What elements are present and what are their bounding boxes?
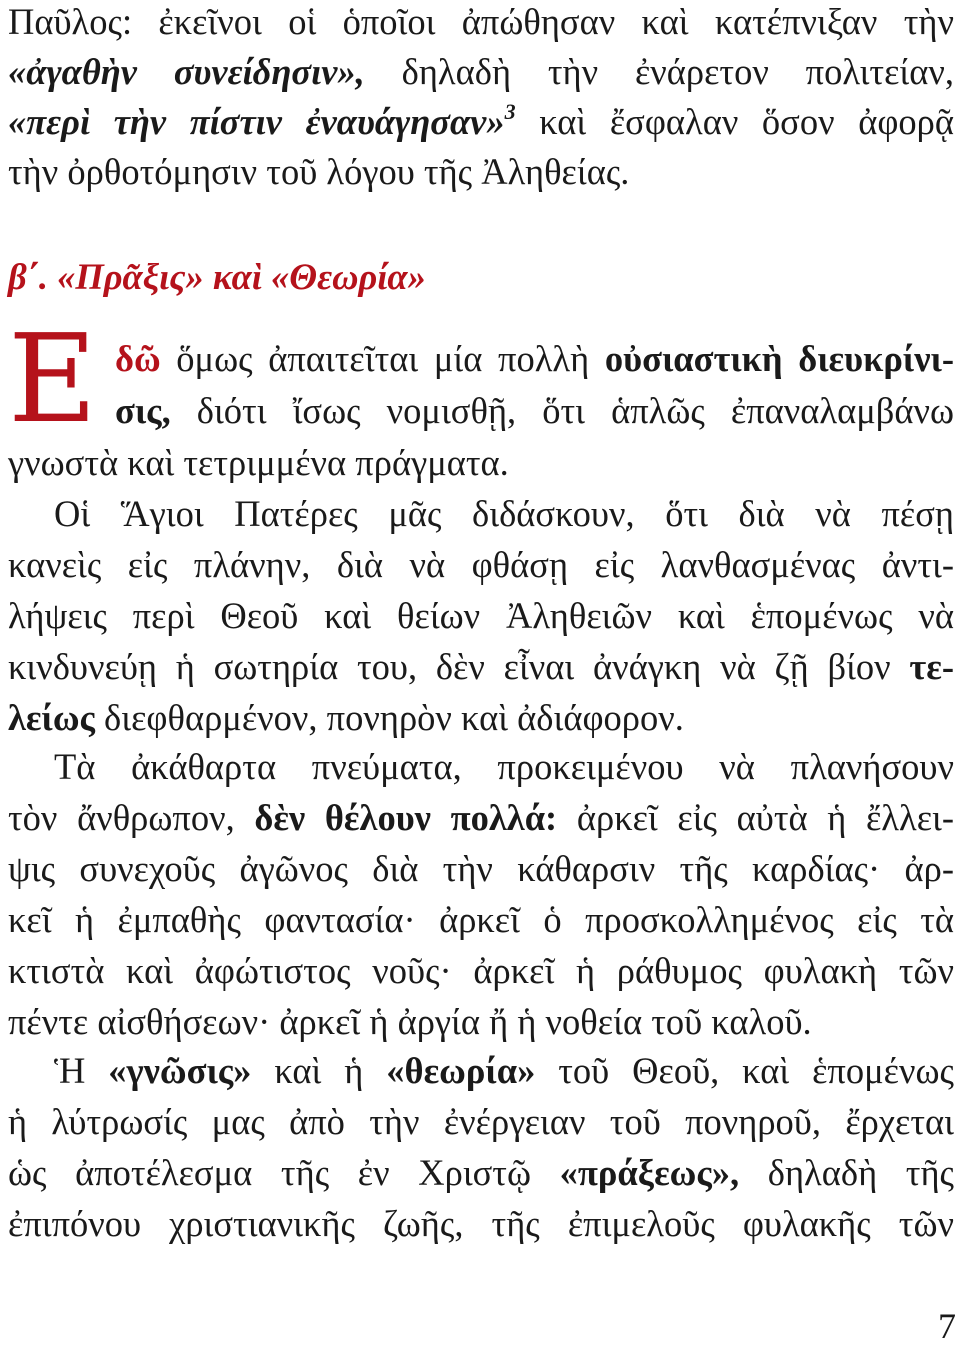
text-run: ἀρκεῖ εἰς αὐτὰ ἡ ἔλλει- [557,797,955,838]
text-line [8,796,954,840]
text-line [8,1049,954,1093]
text-line [8,50,954,94]
text-run: κανεὶς εἰς πλάνην, διὰ νὰ φθάσῃ εἰς λανθασμένας ἀντι- [8,544,954,585]
text-run: κτιστὰ καὶ ἀφώτιστος νοῦς· ἀρκεῖ ἡ ράθυμος φυλακὴ τῶν [8,950,954,991]
text-run: δηλαδὴ τῆς [739,1152,954,1193]
text-run: κεῖ ἡ ἐμπαθὴς φαντασία· ἀρκεῖ ὁ προσκολλημένος εἰς τὰ [8,899,954,940]
text-line [8,949,954,993]
quote-bold-italic: «περὶ τὴν πίστιν ἐναυάγησαν» [8,101,505,142]
text-run: γνωστὰ καὶ τετριμμένα πράγματα. [8,442,509,483]
text-run-bold: «θεωρία» [386,1050,536,1091]
text-run: Παῦλος: ἐκεῖνοι οἱ ὁποῖοι ἀπώθησαν καὶ κατέπνιξαν τὴν [8,1,954,42]
text-line [8,594,954,638]
text-run: τὴν ὀρθοτόμησιν τοῦ λόγου τῆς Ἀληθείας. [8,151,630,192]
text-run-bold: «πράξεως», [559,1152,740,1193]
text-run: διότι ἴσως νομισθῇ, ὅτι ἁπλῶς ἐπαναλαμβάνω [170,390,954,431]
section-heading: β΄. «Πρᾶξις» καὶ «Θεωρία» [8,256,426,297]
text-line [8,441,954,485]
text-run: λήψεις περὶ Θεοῦ καὶ θείων Ἀληθειῶν καὶ ἑπομένως νὰ [8,595,954,636]
text-run-bold: «γνῶσις» [108,1050,252,1091]
text-line [8,696,954,740]
text-line [8,0,954,44]
text-line [8,645,954,689]
text-run: δηλαδὴ τὴν ἐνάρετον πολιτείαν, [364,51,954,92]
footnote-marker: 3 [504,98,516,124]
text-line [8,1202,954,1246]
text-line [8,847,954,891]
text-run: Ἡ [54,1050,109,1091]
text-run-bold: σις, [115,390,171,431]
text-run-bold: οὐσιαστικὴ διευκρίνι- [604,338,954,379]
text-run: κινδυνεύῃ ἡ σωτηρία του, δὲν εἶναι ἀνάγκη νὰ ζῇ βίον [8,646,910,687]
text-run: τὸν ἄνθρωπον, [8,797,255,838]
text-line [8,1000,954,1044]
text-run: τοῦ Θεοῦ, καὶ ἑπομένως [535,1050,954,1091]
text-run: ὅμως ἀπαιτεῖται μία πολλὴ [160,338,605,379]
text-line [8,745,954,789]
text-run: Οἱ Ἅγιοι Πατέρες μᾶς διδάσκουν, ὅτι διὰ νὰ πέσῃ [54,493,954,534]
text-line [8,492,954,536]
text-line [8,543,954,587]
text-run: ἐπιπόνου χριστιανικῆς ζωῆς, τῆς ἐπιμελοῦς φυλακῆς τῶν [8,1203,954,1244]
text-run-bold: τε- [909,646,954,687]
text-run: διεφθαρμένον, πονηρὸν καὶ ἀδιάφορον. [94,697,684,738]
text-line [8,898,954,942]
text-run-bold: λείως [8,697,95,738]
drop-cap: Ε [8,308,98,450]
text-run: καὶ ἔσφαλαν ὅσον ἀφορᾷ [515,101,954,142]
text-line [8,150,954,194]
text-run: ἡ λύτρωσίς μας ἀπὸ τὴν ἐνέργειαν τοῦ πονηροῦ, ἔρχεται [8,1101,954,1142]
text-run: πέντε αἰσθήσεων· ἀρκεῖ ἡ ἀργία ἤ ἡ νοθεία τοῦ καλοῦ. [8,1001,812,1042]
text-run: Τὰ ἀκάθαρτα πνεύματα, προκειμένου νὰ πλανήσουν [54,746,954,787]
text-run-bold: δὲν θέλουν πολλά: [254,797,558,838]
text-run: ὡς ἀποτέλεσμα τῆς ἐν Χριστῷ [8,1152,560,1193]
text-run: καὶ ἡ [251,1050,387,1091]
text-line [8,337,954,381]
text-line [8,100,954,144]
text-line [8,389,954,433]
text-line [8,1100,954,1144]
page-number: 7 [938,1306,956,1346]
text-run: ψις συνεχοῦς ἀγῶνος διὰ τὴν κάθαρσιν τῆς καρδίας· ἀρ- [8,848,954,889]
quote-bold-italic: «ἀγαθὴν συνείδησιν», [8,51,365,92]
text-run-red: δῶ [115,338,161,379]
text-line [8,1151,954,1195]
